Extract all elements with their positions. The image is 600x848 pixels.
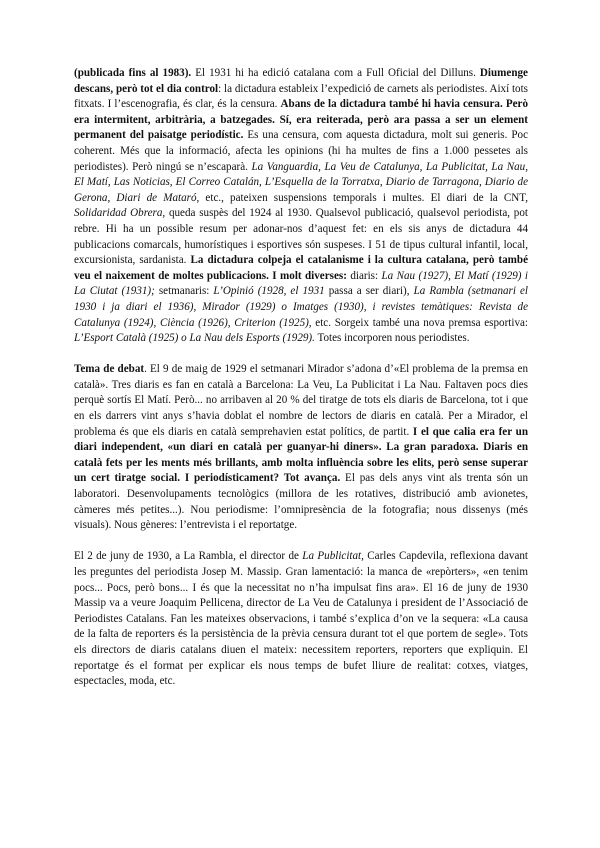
text-run: El pas dels anys vint als trenta són un laboratori. Desenvolupaments tecnològics (millora de les rotatives, distribució amb avionetes, càmeres més petites...). Nou periodisme: l’omnipresència de la fotografia; nous dissenys (més visuals). Nous gèneres: l’entrevista i el reportatge. [74,472,528,532]
italic-text-run: L’Esport Català (1925) o La Nau dels Esports (1929). [74,332,315,345]
bold-text-run: (publicada fins al 1983). [74,67,192,79]
text-run: queda suspès del 1924 al 1930. Qualsevol publicació, qualsevol periodista, pot rebre. Hi ha un possible resum per adonar-nos d’aquest fet: en els sis anys de dictadura 44 publicacions comarcals, humorístiques i esportives són suspeses. I 51 de tipus cultural infantil, local, excursionista, sardanista. [74,207,528,267]
italic-text-run: La Rambla (setmanari el 1930 i ja diari el 1936), Mirador (1929) o Imatges (1930), i revistes temàtiques: Revista de Catalunya (1924), Ciència (1926), Criterion (1925), [74,285,528,329]
paragraph-debate [74,362,528,534]
document-page [74,66,528,705]
italic-text-run: La Nau (1927), El Matí (1929) i La Ciutat (1931); [74,269,528,298]
italic-text-run: La Publicitat, [302,550,364,563]
bold-text-run: La dictadura colpeja el catalanisme i la cultura catalana, però també veu el naixement de moltes publicacions. I molt diverses: [74,254,528,282]
paragraph-censorship [74,66,528,347]
text-run: diaris: [346,269,382,282]
italic-text-run: L’Opinió (1928, el 1931 [213,285,325,298]
paragraph-reporters [74,549,528,689]
text-run: passa a ser diari), [324,285,414,298]
bold-text-run: Tema de debat [74,363,145,376]
text-run: El 1931 hi ha edició catalana com a Full Oficial del Dilluns. [191,67,480,79]
text-run: El 2 de juny de 1930, a La Rambla, el director de [74,550,303,563]
text-run: etc., pateixen suspensions temporals i multes. El diari de la CNT, [199,191,528,204]
italic-text-run: Solidaridad Obrera, [74,207,166,220]
text-run: Totes incorporen nous periodistes. [314,332,470,345]
italic-text-run: La Vanguardia, La Veu de Catalunya, La Publicitat, La Nau, El Matí, Las Noticias, El Correo Catalán, L’Esquella de la Torratxa, Diario de Tarragona, Diario de Gerona, Diari de Mataró, [74,160,528,204]
bold-text-run: Diumenge descans, però tot el dia control [74,67,528,95]
text-run: Es una censura, com aquesta dictadura, molt sui generis. Poc coherent. Més que la informació, afecta les opinions (hi ha multes de fins a 1.000 pessetes als periodistes). Però ningú se n’escaparà. [74,129,528,173]
bold-text-run: Abans de la dictadura també hi havia censura. Però era intermitent, arbitrària, a batzegades. Sí, era reiterada, però ara passa a ser un element permanent del paisatge periodístic. [74,98,529,142]
text-run: : la dictadura estableix l’expedició de carnets als periodistes. Així tots fitxats. I l’escenografia, és clar, és la censura. [74,82,528,111]
text-run: setmanaris: [154,285,214,298]
bold-text-run: I el que calia era fer un diari independent, «un diari en català per guanyar-hi diners». La gran paradoxa. Diaris en català fets per les ments més brillants, amb molta influència sobre les elits, però sense superar un cert tiratge social. I periodísticament? Tot avança. [74,425,528,485]
text-run: . El 9 de maig de 1929 el setmanari Mirador s’adona d’«El problema de la premsa en català». Tres diaris es fan en català a Barcelona: La Veu, La Publicitat i La Nau. Faltaven pocs dies perquè sortís El Matí. Però... no arribaven al 20 % del tiratge de tots els diaris de Barcelona, tot i que en els darrers vint anys s’havia doblat el nombre de lectors de diaris en català. Per a Mirador, el problema és que els diaris en català semprehavien estat polítics, de partit. [74,363,528,438]
text-run: etc. Sorgeix també una nova premsa esportiva: [311,316,528,329]
text-run: Carles Capdevila, reflexiona davant les preguntes del periodista Josep M. Massip. Gran lamentació: la manca de «repòrters», «en tenim pocs... Pocs, però bons... I és que la necessitat no n’ha impulsat fins ara». El 16 de juny de 1930 Massip va a veure Joaquim Pellicena, director de La Veu de Catalunya i president de l’Associació de Periodistes Catalans. Fan les mateixes observacions, i també s’explica d’on ve la sequera: «La causa de la falta de reporters és la persistència de la prèvia censura durant tot el que portem de segle». Tots els directors de diaris catalans diuen el mateix: necessitem reporters, reporters que expliquin. El reportatge és el format per explicar els nous temps de bufet lliure de realitat: cotxes, viatges, espectacles, moda, etc. [74,550,528,688]
